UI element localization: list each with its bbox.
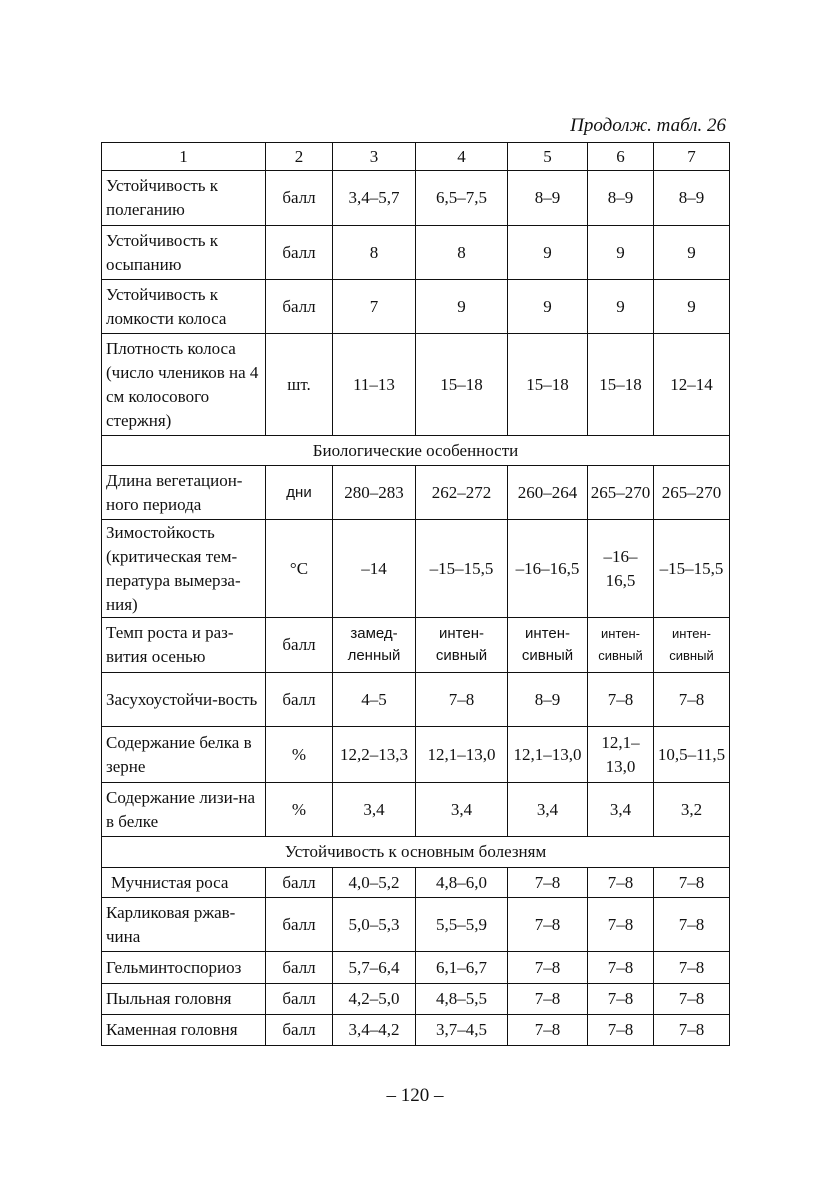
value-cell: 265–270 [588,466,654,520]
value-cell: 3,4 [333,783,416,837]
value-cell: 8–9 [588,171,654,226]
table-row [102,783,730,837]
value-cell: 7–8 [654,984,730,1015]
value-cell: 6,1–6,7 [416,952,508,984]
table-row [102,727,730,783]
param-cell: Плотность колоса (число члеников на 4 см колосового стержня) [102,334,266,436]
unit-cell: шт. [266,334,333,436]
data-table [101,142,730,1046]
value-cell: 7–8 [654,868,730,898]
unit-cell: балл [266,984,333,1015]
value-cell: 15–18 [588,334,654,436]
header-cell: 1 [102,143,266,171]
value-cell: 3,4 [588,783,654,837]
header-cell: 7 [654,143,730,171]
param-cell: Каменная головня [102,1015,266,1046]
param-cell: Карликовая ржав-чина [102,898,266,952]
table-row [102,673,730,727]
value-cell: 7–8 [588,952,654,984]
value-cell: 15–18 [416,334,508,436]
value-cell: 9 [416,280,508,334]
value-cell: 9 [654,226,730,280]
value-cell: 12–14 [654,334,730,436]
value-cell: 7–8 [508,952,588,984]
unit-cell: балл [266,952,333,984]
value-cell: интен-сивный [416,618,508,673]
value-cell: интен-сивный [588,618,654,673]
header-cell: 3 [333,143,416,171]
value-cell: 9 [588,280,654,334]
section-row [102,837,730,868]
value-cell: 7–8 [588,868,654,898]
value-cell: 7–8 [588,673,654,727]
param-cell: Пыльная головня [102,984,266,1015]
unit-cell: балл [266,171,333,226]
value-cell: 7–8 [508,984,588,1015]
value-cell: 8–9 [508,171,588,226]
value-cell: –16–16,5 [508,520,588,618]
unit-cell: балл [266,226,333,280]
value-cell: 7–8 [654,898,730,952]
unit-cell: балл [266,673,333,727]
param-cell: Содержание белка в зерне [102,727,266,783]
value-cell: –16–16,5 [588,520,654,618]
value-cell: интен-сивный [654,618,730,673]
value-cell: 4,2–5,0 [333,984,416,1015]
table-row [102,868,730,898]
value-cell: 8–9 [508,673,588,727]
table-row [102,280,730,334]
value-cell: 12,2–13,3 [333,727,416,783]
value-cell: 3,7–4,5 [416,1015,508,1046]
table-row [102,334,730,436]
value-cell: 7–8 [654,952,730,984]
value-cell: 5,5–5,9 [416,898,508,952]
value-cell: 7–8 [654,1015,730,1046]
value-cell: 15–18 [508,334,588,436]
value-cell: 9 [508,280,588,334]
section-title: Биологические особенности [102,436,730,466]
value-cell: 8 [333,226,416,280]
table-row [102,952,730,984]
unit-cell: балл [266,1015,333,1046]
value-cell: 5,0–5,3 [333,898,416,952]
value-cell: 8–9 [654,171,730,226]
unit-cell: балл [266,618,333,673]
value-cell: 3,4–4,2 [333,1015,416,1046]
value-cell: 7–8 [508,868,588,898]
value-cell: 4,8–5,5 [416,984,508,1015]
table-row [102,171,730,226]
param-cell: Темп роста и раз-вития осенью [102,618,266,673]
header-cell: 6 [588,143,654,171]
value-cell: 12,1–13,0 [508,727,588,783]
value-cell: 260–264 [508,466,588,520]
value-cell: 9 [588,226,654,280]
param-cell: Засухоустойчи-вость [102,673,266,727]
unit-cell: % [266,783,333,837]
page-number: – 120 – [386,1085,444,1106]
header-row [102,143,730,171]
value-cell: 280–283 [333,466,416,520]
unit-cell: балл [266,898,333,952]
section-title: Устойчивость к основным болезням [102,837,730,868]
section-row [102,436,730,466]
param-cell: Устойчивость к осыпанию [102,226,266,280]
value-cell: интен-сивный [508,618,588,673]
value-cell: 4,0–5,2 [333,868,416,898]
unit-cell: % [266,727,333,783]
param-cell: Устойчивость к ломкости колоса [102,280,266,334]
value-cell: 6,5–7,5 [416,171,508,226]
value-cell: 4–5 [333,673,416,727]
value-cell: 7–8 [588,1015,654,1046]
unit-cell: дни [266,466,333,520]
table-row [102,618,730,673]
value-cell: 11–13 [333,334,416,436]
table-row [102,1015,730,1046]
header-cell: 2 [266,143,333,171]
table-row [102,520,730,618]
value-cell: 7–8 [416,673,508,727]
header-cell: 5 [508,143,588,171]
value-cell: 5,7–6,4 [333,952,416,984]
value-cell: 7–8 [508,1015,588,1046]
value-cell: 9 [654,280,730,334]
table-row [102,466,730,520]
value-cell: 262–272 [416,466,508,520]
param-cell: Зимостойкость (критическая тем-пература вымерза-ния) [102,520,266,618]
param-cell: Содержание лизи-на в белке [102,783,266,837]
table-row [102,898,730,952]
table-row [102,984,730,1015]
table-caption: Продолж. табл. 26 [570,115,726,136]
value-cell: 7–8 [588,898,654,952]
value-cell: –15–15,5 [416,520,508,618]
value-cell: 8 [416,226,508,280]
unit-cell: балл [266,280,333,334]
param-cell: Мучнистая роса [102,868,266,898]
unit-cell: °С [266,520,333,618]
value-cell: 9 [508,226,588,280]
param-cell: Длина вегетацион-ного периода [102,466,266,520]
value-cell: –14 [333,520,416,618]
value-cell: –15–15,5 [654,520,730,618]
value-cell: 265–270 [654,466,730,520]
value-cell: 12,1–13,0 [416,727,508,783]
value-cell: 10,5–11,5 [654,727,730,783]
value-cell: 12,1–13,0 [588,727,654,783]
value-cell: 4,8–6,0 [416,868,508,898]
value-cell: 7–8 [588,984,654,1015]
table-row [102,226,730,280]
value-cell: 3,4 [416,783,508,837]
value-cell: 7–8 [508,898,588,952]
param-cell: Устойчивость к полеганию [102,171,266,226]
value-cell: 3,4–5,7 [333,171,416,226]
value-cell: 3,2 [654,783,730,837]
value-cell: 7 [333,280,416,334]
value-cell: 3,4 [508,783,588,837]
value-cell: 7–8 [654,673,730,727]
header-cell: 4 [416,143,508,171]
param-cell: Гельминтоспориоз [102,952,266,984]
value-cell: замед-ленный [333,618,416,673]
unit-cell: балл [266,868,333,898]
